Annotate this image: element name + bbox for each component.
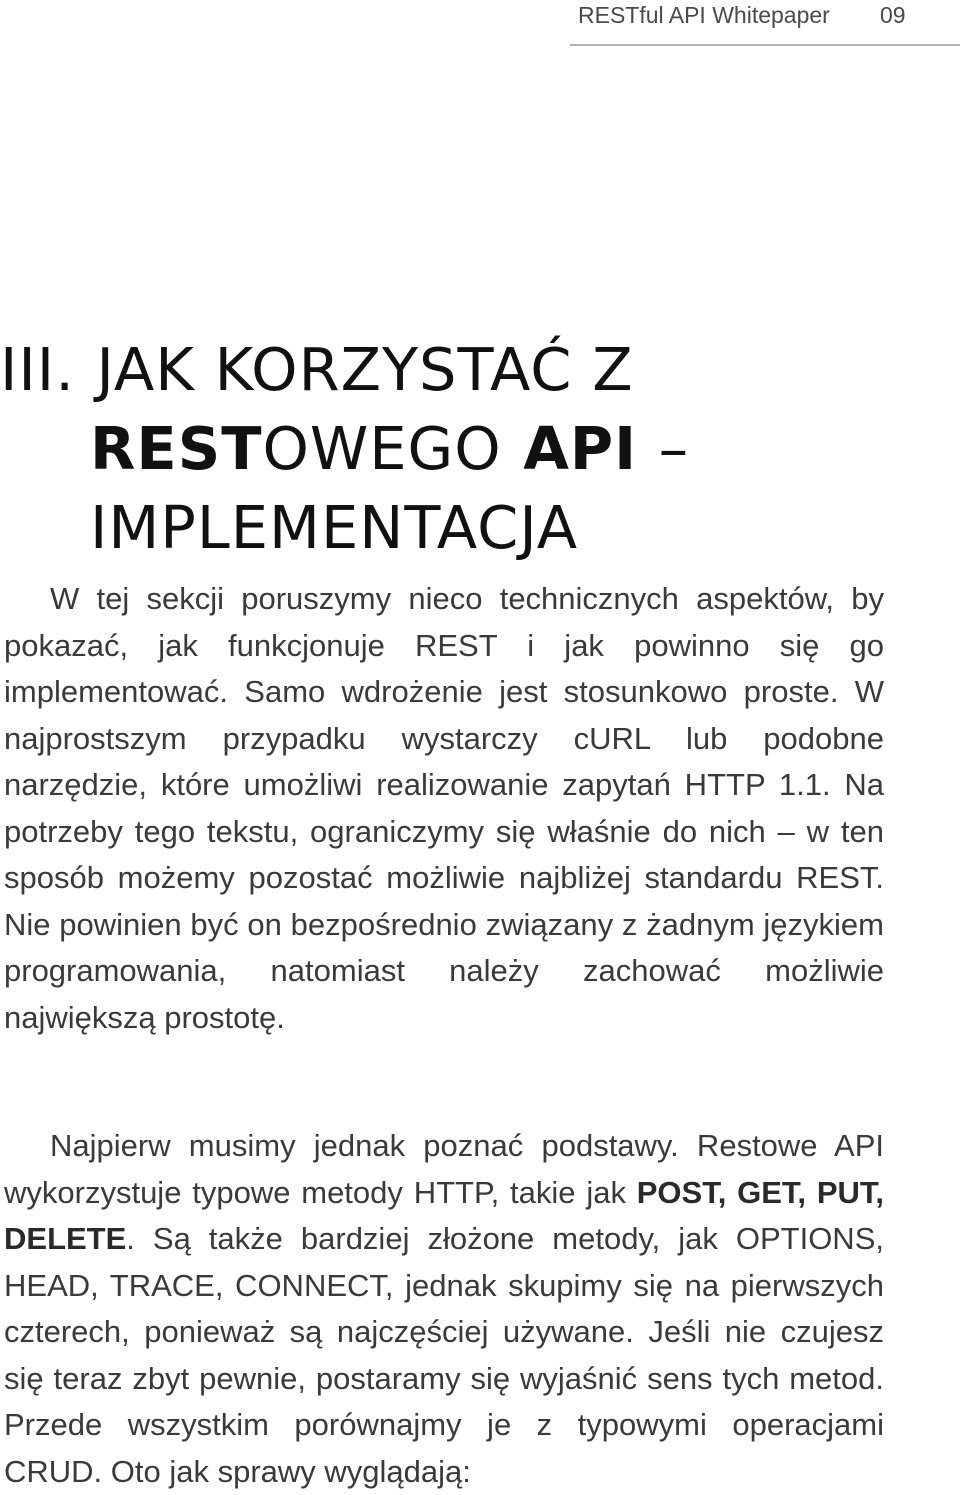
heading-line-2: RESTOWEGO API – xyxy=(90,414,690,483)
page-number: 09 xyxy=(880,2,906,28)
document-title: RESTful API Whitepaper xyxy=(578,2,830,28)
section-numeral: III. xyxy=(0,335,75,404)
heading-line-3: IMPLEMENTACJA xyxy=(90,493,579,562)
section-heading xyxy=(0,330,960,567)
page-header xyxy=(570,0,960,46)
heading-line-1: III. JAK KORZYSTAĆ Z xyxy=(0,335,634,404)
body-paragraph-1: W tej sekcji poruszymy nieco technicznych aspektów, by pokazać, jak funkcjonuje REST i jak powinno się go implementować. Samo wdrożenie jest stosunkowo proste. W najprostszym przypadku wystarczy cURL lub podobne narzędzie, które umożliwi realizowanie zapytań HTTP 1.1. Na potrzeby tego tekstu, ograniczymy się właśnie do nich – w ten sposób możemy pozostać możliwie najbliżej standardu REST. Nie powinien być on bezpośrednio związany z żadnym językiem programowania, natomiast należy zachować możliwie największą prostotę. xyxy=(4,581,884,1035)
http-methods-bold: POST, GET, PUT, DELETE xyxy=(4,1174,884,1256)
body-paragraph-2: Najpierw musimy jednak poznać podstawy. Restowe API wykorzystuje typowe metody HTTP, takie jak POST, GET, PUT, DELETE. Są także bardziej złożone metody, jak OPTIONS, HEAD, TRACE, CONNECT, jednak skupimy się na pierwszych czterech, ponieważ są najczęściej używane. Jeśli nie czujesz się teraz zbyt pewnie, postaramy się wyjaśnić sens tych metod. Przede wszystkim porównajmy je z typowymi operacjami CRUD. Oto jak sprawy wyglądają: xyxy=(4,1128,884,1489)
